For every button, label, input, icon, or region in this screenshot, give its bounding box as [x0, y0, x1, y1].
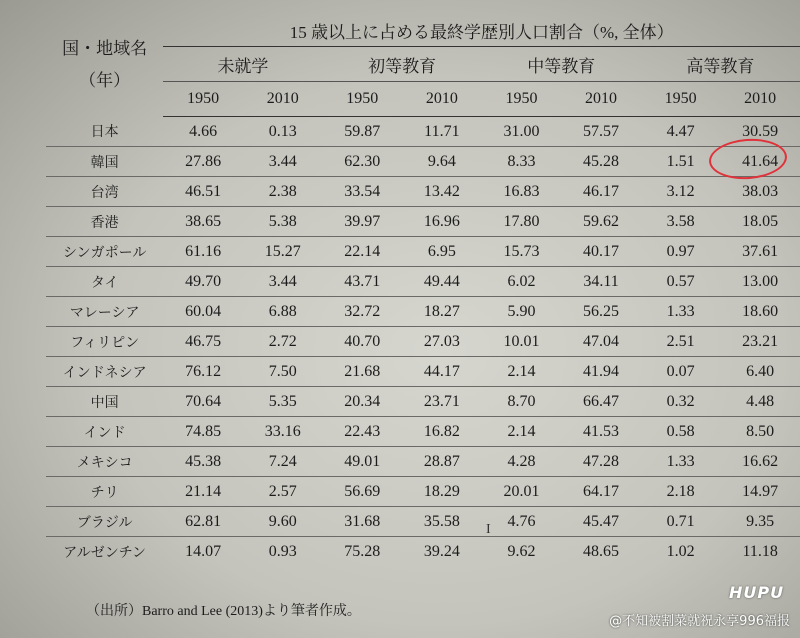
value-cell: 0.71 [641, 507, 721, 537]
value-cell: 11.71 [402, 117, 482, 147]
value-cell: 2.51 [641, 327, 721, 357]
region-header [46, 14, 163, 117]
value-cell: 18.27 [402, 297, 482, 327]
region-name: インドネシア [46, 357, 163, 387]
value-cell: 28.87 [402, 447, 482, 477]
value-cell: 22.43 [323, 417, 403, 447]
value-cell: 4.48 [720, 387, 800, 417]
value-cell: 6.88 [243, 297, 323, 327]
value-cell: 38.03 [720, 177, 800, 207]
table-row [46, 297, 800, 327]
value-cell: 18.29 [402, 477, 482, 507]
value-cell: 14.97 [720, 477, 800, 507]
region-name: メキシコ [46, 447, 163, 477]
table-title: 15 歳以上に占める最終学歴別人口割合（%, 全体） [289, 22, 674, 42]
table-row [46, 537, 800, 567]
value-cell: 9.60 [243, 507, 323, 537]
value-cell: 47.28 [561, 447, 641, 477]
value-cell: 13.00 [720, 267, 800, 297]
group-header-none: 未就学 [163, 47, 322, 82]
region-name: マレーシア [46, 297, 163, 327]
value-cell: 3.44 [243, 267, 323, 297]
value-cell: 5.38 [243, 207, 323, 237]
value-cell: 76.12 [163, 357, 243, 387]
value-cell: 56.25 [561, 297, 641, 327]
value-cell: 5.35 [243, 387, 323, 417]
value-cell: 62.30 [323, 147, 403, 177]
value-cell: 21.68 [323, 357, 403, 387]
value-cell: 27.86 [163, 147, 243, 177]
region-name: フィリピン [46, 327, 163, 357]
value-cell: 8.50 [720, 417, 800, 447]
region-name: シンガポール [46, 237, 163, 267]
value-cell: 23.71 [402, 387, 482, 417]
value-cell: 2.72 [243, 327, 323, 357]
value-cell: 16.96 [402, 207, 482, 237]
value-cell: 16.62 [720, 447, 800, 477]
value-cell: 2.18 [641, 477, 721, 507]
value-cell: 9.64 [402, 147, 482, 177]
table-row [46, 477, 800, 507]
value-cell: 31.68 [323, 507, 403, 537]
value-cell: 0.07 [641, 357, 721, 387]
table-row [46, 417, 800, 447]
value-cell: 4.28 [482, 447, 562, 477]
text-cursor-icon: I [486, 522, 491, 537]
value-cell: 31.00 [482, 117, 562, 147]
value-cell: 41.94 [561, 357, 641, 387]
value-cell: 8.33 [482, 147, 562, 177]
value-cell: 30.59 [720, 117, 800, 147]
value-cell: 59.87 [323, 117, 403, 147]
value-cell: 14.07 [185, 542, 222, 560]
region-header-label: 国・地域名 [62, 38, 148, 58]
value-cell: 64.17 [561, 477, 641, 507]
value-cell: 57.57 [561, 117, 641, 147]
year-header: 1950 [482, 82, 562, 117]
watermark-text: @不知被割菜就祝永享996福报 [609, 614, 790, 629]
table-row [46, 387, 800, 417]
table-row [46, 177, 800, 207]
value-cell: 15.73 [482, 237, 562, 267]
value-cell: 59.62 [561, 207, 641, 237]
value-cell: 75.28 [344, 542, 381, 560]
value-cell: 0.13 [243, 117, 323, 147]
group-header-tertiary: 高等教育 [641, 47, 800, 82]
region-header-year: （年） [79, 71, 131, 91]
region-name: チリ [46, 477, 163, 507]
value-cell: 32.72 [323, 297, 403, 327]
value-cell: 7.24 [243, 447, 323, 477]
table-row [46, 327, 800, 357]
value-cell: 4.47 [641, 117, 721, 147]
value-cell: 27.03 [402, 327, 482, 357]
value-cell: 49.01 [323, 447, 403, 477]
value-cell: 6.02 [482, 267, 562, 297]
value-cell: 48.65 [583, 542, 620, 560]
table-row [46, 207, 800, 237]
value-cell: 40.70 [323, 327, 403, 357]
value-cell: 22.14 [323, 237, 403, 267]
value-cell: 1.33 [641, 447, 721, 477]
value-cell: 49.70 [163, 267, 243, 297]
value-cell: 17.80 [482, 207, 562, 237]
value-cell: 46.17 [561, 177, 641, 207]
value-cell: 20.01 [482, 477, 562, 507]
source-note: （出所）Barro and Lee (2013)より筆者作成。 [86, 604, 361, 619]
region-name: 日本 [46, 117, 163, 147]
value-cell: 33.54 [323, 177, 403, 207]
value-cell: 6.95 [402, 237, 482, 267]
value-cell: 66.47 [561, 387, 641, 417]
value-cell: 39.24 [423, 542, 460, 560]
year-header: 1950 [163, 82, 243, 117]
value-cell: 43.71 [323, 267, 403, 297]
value-cell: 38.65 [163, 207, 243, 237]
value-cell: 18.05 [720, 207, 800, 237]
value-cell: 34.11 [561, 267, 641, 297]
value-cell: 20.34 [323, 387, 403, 417]
value-cell: 70.64 [163, 387, 243, 417]
value-cell: 33.16 [243, 417, 323, 447]
year-header: 1950 [323, 82, 403, 117]
table-row [46, 147, 800, 177]
value-cell: 1.33 [641, 297, 721, 327]
value-cell: 3.58 [641, 207, 721, 237]
region-name: 中国 [46, 387, 163, 417]
value-cell: 0.97 [641, 237, 721, 267]
value-cell: 47.04 [561, 327, 641, 357]
value-cell: 0.32 [641, 387, 721, 417]
region-name: アルゼンチン [63, 544, 147, 561]
value-cell: 40.17 [561, 237, 641, 267]
region-name: 韓国 [46, 147, 163, 177]
value-cell: 2.14 [482, 357, 562, 387]
value-cell: 41.53 [561, 417, 641, 447]
group-header-primary: 初等教育 [323, 47, 482, 82]
year-header: 2010 [720, 82, 800, 117]
value-cell: 4.66 [163, 117, 243, 147]
value-cell: 3.44 [243, 147, 323, 177]
region-name: 香港 [46, 207, 163, 237]
value-cell: 39.97 [323, 207, 403, 237]
value-cell: 41.64 [720, 147, 800, 177]
value-cell: 35.58 [402, 507, 482, 537]
value-cell: 15.27 [243, 237, 323, 267]
year-header: 2010 [561, 82, 641, 117]
table-row [46, 237, 800, 267]
value-cell: 7.50 [243, 357, 323, 387]
value-cell: 37.61 [720, 237, 800, 267]
value-cell: 62.81 [163, 507, 243, 537]
value-cell: 0.93 [268, 542, 297, 560]
value-cell: 45.47 [561, 507, 641, 537]
hupu-logo: HUPU [729, 583, 785, 602]
region-name: インド [46, 417, 163, 447]
value-cell: 8.70 [482, 387, 562, 417]
value-cell: 16.83 [482, 177, 562, 207]
table-row [46, 447, 800, 477]
table-row [46, 507, 800, 537]
table-row [46, 117, 800, 147]
value-cell: 9.62 [507, 542, 536, 560]
region-name: タイ [46, 267, 163, 297]
value-cell: 3.12 [641, 177, 721, 207]
value-cell: 10.01 [482, 327, 562, 357]
education-table [46, 14, 800, 566]
value-cell: 9.35 [720, 507, 800, 537]
value-cell: 60.04 [163, 297, 243, 327]
value-cell: 44.17 [402, 357, 482, 387]
year-header: 2010 [402, 82, 482, 117]
region-name: 台湾 [46, 177, 163, 207]
value-cell: 1.02 [666, 542, 695, 560]
value-cell: 16.82 [402, 417, 482, 447]
table-row [46, 267, 800, 297]
value-cell: 74.85 [163, 417, 243, 447]
year-header: 2010 [243, 82, 323, 117]
value-cell: 0.58 [641, 417, 721, 447]
value-cell: 49.44 [402, 267, 482, 297]
region-name: ブラジル [46, 507, 163, 537]
table-row [46, 357, 800, 387]
value-cell: 0.57 [641, 267, 721, 297]
value-cell: 56.69 [323, 477, 403, 507]
value-cell: 5.90 [482, 297, 562, 327]
value-cell: 46.51 [163, 177, 243, 207]
value-cell: 18.60 [720, 297, 800, 327]
value-cell: 2.38 [243, 177, 323, 207]
value-cell: 23.21 [720, 327, 800, 357]
year-header: 1950 [641, 82, 721, 117]
value-cell: 13.42 [402, 177, 482, 207]
value-cell: 11.18 [742, 542, 778, 560]
value-cell: 6.40 [720, 357, 800, 387]
value-cell: 45.38 [163, 447, 243, 477]
value-cell: 2.57 [243, 477, 323, 507]
value-cell: 2.14 [482, 417, 562, 447]
value-cell: 45.28 [561, 147, 641, 177]
value-cell: 21.14 [163, 477, 243, 507]
value-cell: 61.16 [163, 237, 243, 267]
group-header-secondary: 中等教育 [482, 47, 641, 82]
value-cell: 1.51 [641, 147, 721, 177]
value-cell: 4.76 [482, 507, 562, 537]
value-cell: 46.75 [163, 327, 243, 357]
